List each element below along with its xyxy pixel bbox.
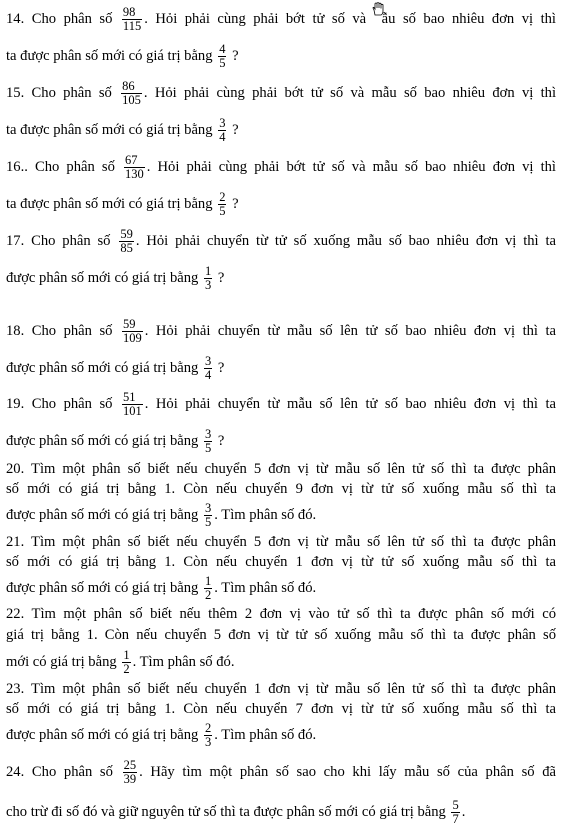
text: ?	[228, 195, 239, 212]
text: . Tìm phân số đó.	[214, 579, 317, 596]
text: được phân số mới có giá trị bằng	[6, 726, 199, 743]
text: ta được phân số mới có giá trị bằng	[6, 121, 213, 138]
numerator: 98	[122, 6, 142, 20]
text: . Tìm phân số đó.	[214, 506, 317, 523]
text: ta được phân số mới có giá trị bằng	[6, 195, 213, 212]
fraction	[204, 355, 212, 382]
text: cho trừ đi số đó và giữ nguyên tử số thì ta được phân số mới có giá trị bằng	[6, 803, 446, 820]
numerator: 3	[205, 427, 212, 441]
numerator: 4	[219, 42, 226, 56]
denominator: 3	[205, 278, 212, 292]
text: được phân số mới có giá trị bằng	[6, 432, 199, 449]
fraction	[121, 80, 142, 107]
denominator: 5	[219, 56, 226, 70]
problem-20-line-2: số mới có giá trị bằng 1. Còn nếu chuyển 9 đơn vị từ tử số xuống mẫu số thì ta	[6, 481, 556, 497]
problem-15-line-2	[6, 117, 556, 144]
fraction	[124, 154, 145, 181]
denominator: 105	[122, 93, 141, 107]
text: . Hỏi phải cùng phải bớt tử số và mẫu số bao nhiêu đơn vị thì	[143, 84, 557, 101]
text: . Hỏi phải cùng phải bớt tử số và	[144, 10, 367, 27]
problem-21-line-1: 21. Tìm một phân số biết nếu chuyển 5 đơn vị từ mẫu số lên tử số thì ta được phân	[6, 534, 556, 550]
denominator: 4	[219, 130, 226, 144]
problem-21-line-3	[6, 575, 556, 602]
numerator: 86	[121, 80, 142, 94]
problem-14-line-2	[6, 43, 556, 70]
fraction	[204, 265, 212, 292]
problem-20-line-1: 20. Tìm một phân số biết nếu chuyển 5 đơn vị từ mẫu số lên tử số thì ta được phân	[6, 461, 556, 477]
denominator: 130	[125, 167, 144, 181]
text: mới có giá trị bằng	[6, 653, 117, 670]
numerator: 1	[123, 648, 130, 662]
text: . Hỏi phải chuyển từ mẫu số lên tử số bao nhiêu đơn vị thì ta	[144, 395, 557, 412]
fraction	[218, 43, 226, 70]
text: 18. Cho phân số	[6, 322, 113, 339]
problem-24-line-2	[6, 799, 556, 826]
problem-23-line-1: 23. Tìm một phân số biết nếu chuyển 1 đơn vị từ mẫu số lên tử số thì ta được phân	[6, 681, 556, 697]
text: 24. Cho phân số	[6, 763, 113, 780]
denominator: 5	[219, 204, 226, 218]
denominator: 2	[205, 588, 212, 602]
denominator: 2	[123, 662, 130, 676]
numerator: 3	[205, 501, 212, 515]
fraction	[204, 722, 212, 749]
text: được phân số mới có giá trị bằng	[6, 579, 199, 596]
text: ?	[228, 121, 239, 138]
fraction	[119, 228, 134, 255]
numerator: 51	[122, 391, 143, 405]
text: 14. Cho phân số	[6, 10, 113, 27]
denominator: 101	[122, 404, 142, 418]
numerator: 1	[205, 264, 212, 278]
fraction	[122, 318, 143, 345]
fraction	[122, 6, 142, 33]
denominator: 85	[120, 241, 133, 255]
fraction	[123, 759, 138, 786]
numerator: 67	[124, 154, 145, 168]
denominator: 7	[452, 812, 459, 826]
text: được phân số mới có giá trị bằng	[6, 506, 199, 523]
numerator: 2	[219, 190, 226, 204]
text: ta được phân số mới có giá trị bằng	[6, 47, 213, 64]
text: .	[461, 803, 466, 820]
denominator: 5	[205, 515, 212, 529]
fraction	[451, 799, 459, 826]
problem-23-line-2: số mới có giá trị bằng 1. Còn nếu chuyển 7 đơn vị từ tử số xuống mẫu số thì ta	[6, 701, 556, 717]
text: 19. Cho phân số	[6, 395, 113, 412]
fraction	[204, 575, 212, 602]
text: ?	[214, 432, 225, 449]
fraction	[122, 649, 130, 676]
problem-17-line-1	[6, 228, 556, 255]
text: . Tìm phân số đó.	[132, 653, 235, 670]
numerator: 59	[120, 227, 133, 241]
problem-22-line-2: giá trị bằng 1. Còn nếu chuyển 5 đơn vị từ tử số xuống mẫu số thì ta được phân số	[6, 627, 556, 643]
denominator: 4	[205, 368, 212, 382]
text: . Hỏi phải cùng phải bớt tử số và mẫu số bao nhiêu đơn vị thì	[146, 158, 556, 175]
denominator: 109	[122, 331, 142, 345]
numerator: 3	[219, 116, 226, 130]
fraction	[204, 502, 212, 529]
denominator: 3	[205, 735, 212, 749]
denominator: 5	[205, 441, 212, 455]
text: 16.. Cho phân số	[6, 158, 115, 175]
text: được phân số mới có giá trị bằng	[6, 359, 199, 376]
text: . Tìm phân số đó.	[214, 726, 317, 743]
text: 17. Cho phân số	[6, 232, 111, 249]
problem-21-line-2: số mới có giá trị bằng 1. Còn nếu chuyển 1 đơn vị từ tử số xuống mẫu số thì ta	[6, 554, 556, 570]
fraction	[218, 117, 226, 144]
problem-14-line-1	[6, 6, 556, 33]
text: ?	[214, 269, 225, 286]
problem-19-line-2	[6, 428, 556, 455]
problem-20-line-3	[6, 502, 556, 529]
denominator: 115	[122, 19, 142, 33]
fraction	[204, 428, 212, 455]
problem-22-line-1: 22. Tìm một phân số biết nếu thêm 2 đơn vị vào tử số thì ta được phân số mới có	[6, 606, 556, 622]
numerator: 59	[122, 318, 143, 332]
numerator: 2	[205, 721, 212, 735]
problem-18-line-2	[6, 355, 556, 382]
numerator: 25	[123, 758, 137, 772]
problem-16-line-2	[6, 191, 556, 218]
problem-18-line-1	[6, 318, 556, 345]
fraction	[218, 191, 226, 218]
text: . Hỏi phải chuyển từ mẫu số lên tử số bao nhiêu đơn vị thì ta	[144, 322, 557, 339]
text: ?	[214, 359, 225, 376]
problem-16-line-1	[6, 154, 556, 181]
text: 15. Cho phân số	[6, 84, 112, 101]
problem-15-line-1	[6, 80, 556, 107]
problem-23-line-3	[6, 722, 556, 749]
denominator: 39	[123, 772, 137, 786]
text: được phân số mới có giá trị bằng	[6, 269, 199, 286]
numerator: 3	[205, 354, 212, 368]
problem-19-line-1	[6, 391, 556, 418]
text: ?	[228, 47, 239, 64]
problem-22-line-3	[6, 649, 556, 676]
text: . Hãy tìm một phân số sao cho khi lấy mẫu số của phân số đã	[139, 763, 557, 780]
problem-17-line-2	[6, 265, 556, 292]
text: ẫu số bao nhiêu đơn vị thì	[381, 10, 556, 27]
fraction	[122, 391, 143, 418]
problem-24-line-1	[6, 759, 556, 786]
text: . Hỏi phải chuyển từ tử số xuống mẫu số bao nhiêu đơn vị thì ta	[135, 232, 556, 249]
numerator: 5	[452, 798, 459, 812]
numerator: 1	[205, 574, 212, 588]
